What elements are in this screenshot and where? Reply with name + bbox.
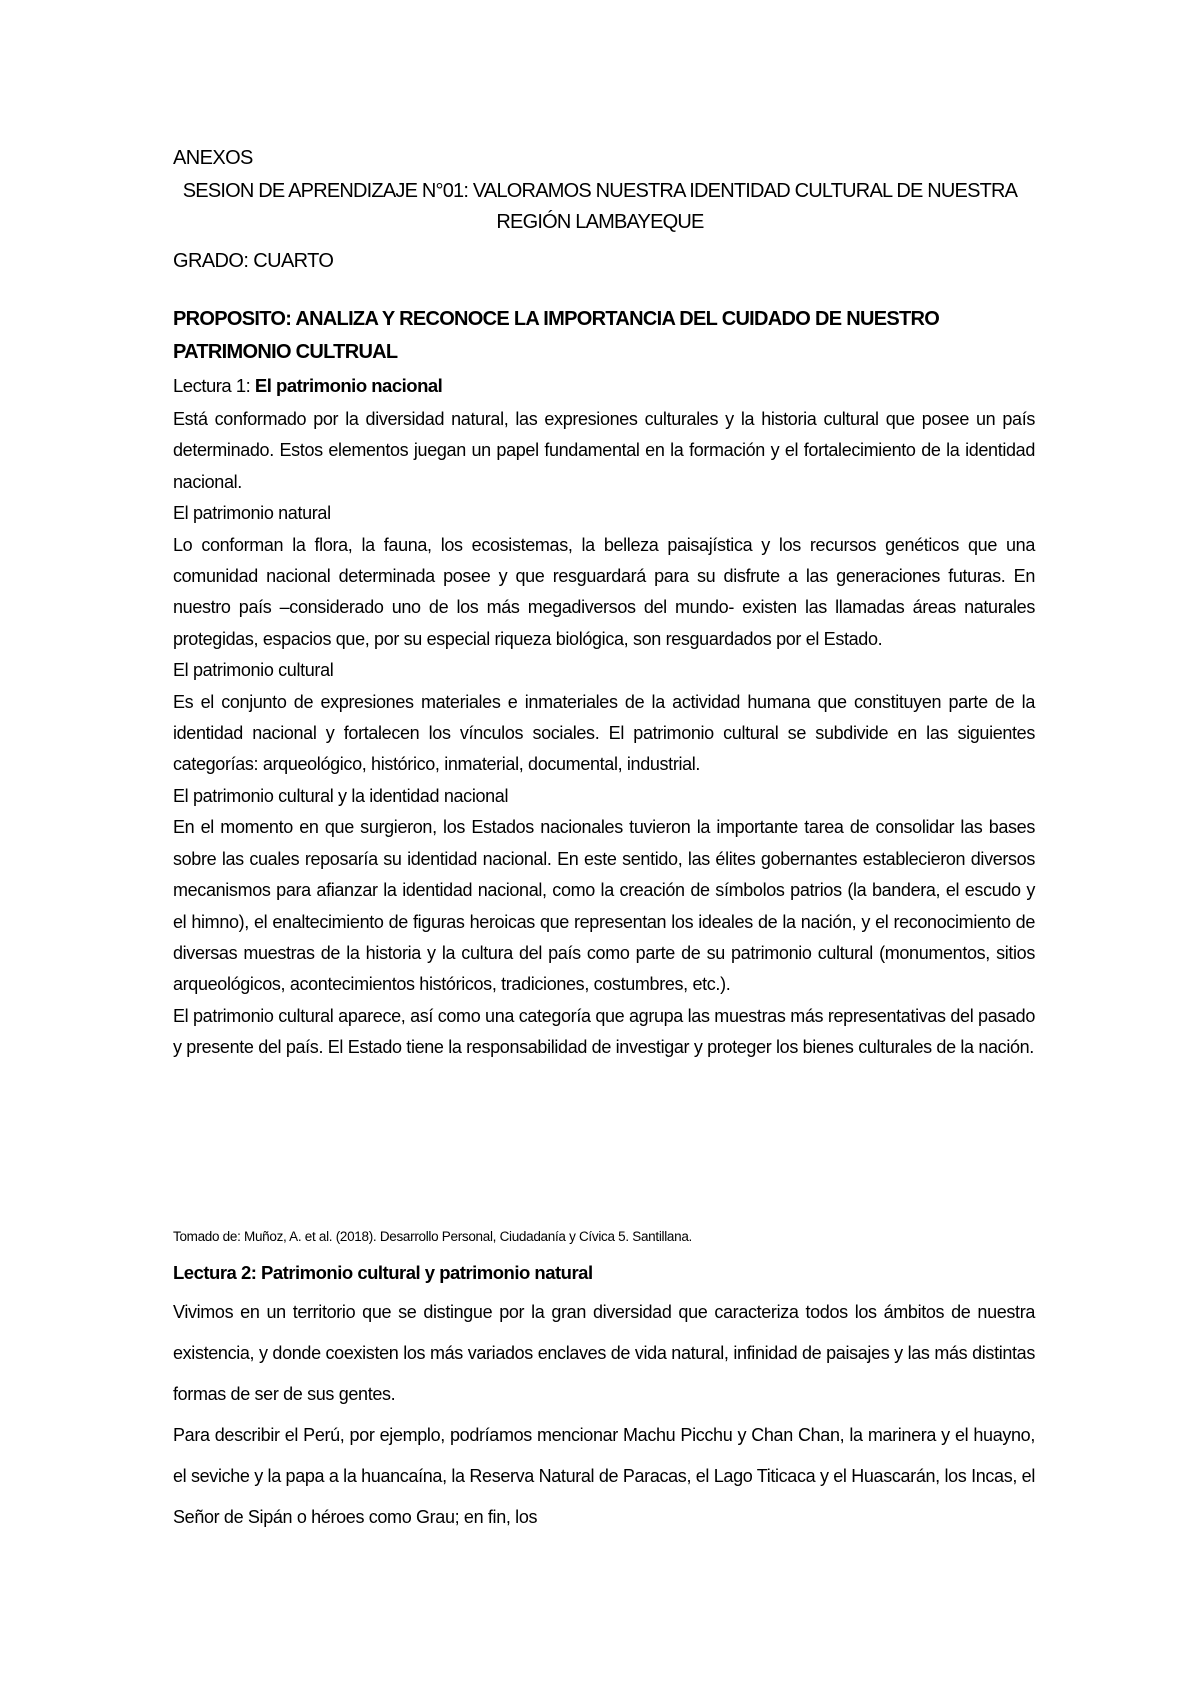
annex-label: ANEXOS (173, 147, 253, 169)
reading1-subheading-natural: El patrimonio natural (173, 503, 331, 524)
reading2-paragraph: Vivimos en un territorio que se distingue por la gran diversidad que caracteriza todos los ámbitos de nuestra existencia, y donde coexisten los más variados enclaves de vida natural, infinidad de paisajes y las más distintas formas de ser de sus gentes. (173, 1302, 1035, 1404)
reading1-paragraph: En el momento en que surgieron, los Estados nacionales tuvieron la importante tarea de consolidar las bases sobre las cuales reposaría su identidad nacional. En este sentido, las élites gobernantes establecieron diversos mecanismos para afianzar la identidad nacional, como la creación de símbolos patrios (la bandera, el escudo y el himno), el enaltecimiento de figuras heroicas que representan los ideales de la nación, y el reconocimiento de diversas muestras de la historia y la cultura del país como parte de su patrimonio cultural (monumentos, sitios arqueológicos, acontecimientos históricos, tradiciones, costumbres, etc.). (173, 817, 1035, 995)
purpose-statement: PROPOSITO: ANALIZA Y RECONOCE LA IMPORTANCIA DEL CUIDADO DE NUESTRO PATRIMONIO CULTRUAL (173, 308, 940, 363)
reading1-heading (173, 375, 1035, 397)
reading2-body (173, 1292, 1035, 1538)
reading1-subheading-cultural: El patrimonio cultural (173, 660, 334, 681)
reading1-paragraph: Lo conforman la flora, la fauna, los ecosistemas, la belleza paisajística y los recursos genéticos que una comunidad nacional determinada posee y que resguardará para su disfrute a las generaciones futuras. En nuestro país –considerado uno de los más megadiversos del mundo- existen las llamadas áreas naturales protegidas, espacios que, por su especial riqueza biológica, son resguardados por el Estado. (173, 534, 1035, 649)
reading2-heading: Lectura 2: Patrimonio cultural y patrimonio natural (173, 1262, 593, 1283)
session-title: SESION DE APRENDIZAJE N°01: VALORAMOS NUESTRA IDENTIDAD CULTURAL DE NUESTRA REGIÓN LAMBAYEQUE (182, 180, 1018, 233)
reading1-paragraph: Está conformado por la diversidad natural, las expresiones culturales y la historia cultural que posee un país determinado. Estos elementos juegan un papel fundamental en la formación y el fortalecimiento de la identidad nacional. (173, 409, 1035, 492)
reading1-title: El patrimonio nacional (254, 375, 443, 396)
grade-label: GRADO: CUARTO (173, 250, 334, 272)
reading1-subheading-identity: El patrimonio cultural y la identidad nacional (173, 785, 509, 806)
reading1-source-citation: Tomado de: Muñoz, A. et al. (2018). Desarrollo Personal, Ciudadanía y Cívica 5. Santillana. (173, 1229, 692, 1244)
reading1-label: Lectura 1: (173, 375, 251, 396)
reading1-body (173, 404, 1035, 1064)
reading1-paragraph: El patrimonio cultural aparece, así como una categoría que agrupa las muestras más representativas del pasado y presente del país. El Estado tiene la responsabilidad de investigar y proteger los bienes culturales de la nación. (173, 1005, 1035, 1058)
reading1-paragraph: Es el conjunto de expresiones materiales e inmateriales de la actividad humana que constituyen parte de la identidad nacional y fortalecen los vínculos sociales. El patrimonio cultural se subdivide en las siguientes categorías: arqueológico, histórico, inmaterial, documental, industrial. (173, 691, 1035, 775)
reading2-paragraph: Para describir el Perú, por ejemplo, podríamos mencionar Machu Picchu y Chan Chan, la marinera y el huayno, el seviche y la papa a la huancaína, la Reserva Natural de Paracas, el Lago Titicaca y el Huascarán, los Incas, el Señor de Sipán o héroes como Grau; en fin, los (173, 1425, 1035, 1527)
